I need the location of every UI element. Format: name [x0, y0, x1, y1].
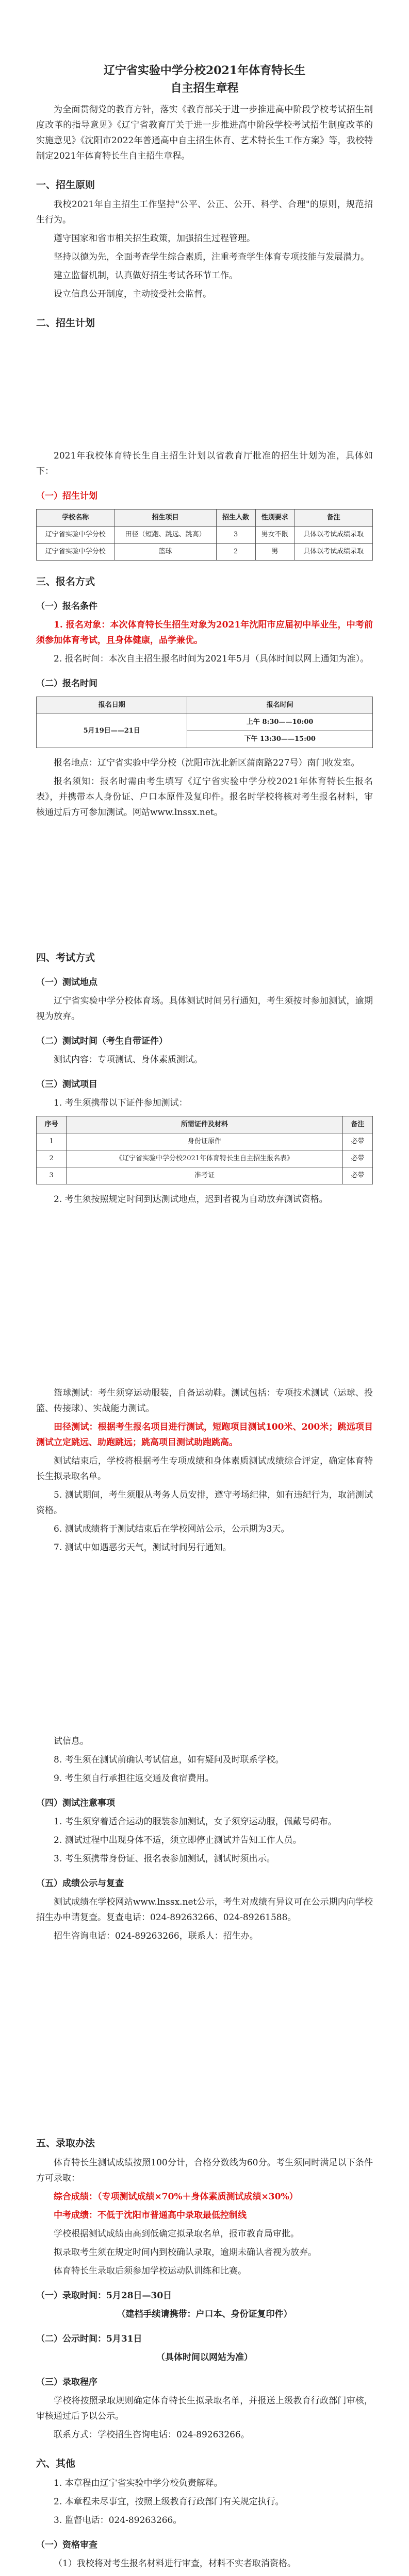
- admission-para: 体育特长生测试成绩按照100分计，合格分数线为60分。考生须同时满足以下条件方可录取：: [36, 2158, 373, 2183]
- notice-para: 报名须知：报名时需由考生填写《辽宁省实验中学分校2021年体育特长生报名表》，并携带本人身份证、户口本原件及复印件。报名时学校将核对考生报名材料，审核通过后方可参加测试。网站www.lnssx.net。: [36, 776, 373, 818]
- notes-para: 试信息。: [54, 1736, 89, 1747]
- condition-para: 1. 报名对象：本次体育特长生招生对象为2021年沈阳市应届初中毕业生，中考前须参加体育考试，且身体健康，品学兼优。: [36, 620, 373, 646]
- notes-para: 招生咨询电话：024-89263266，联系人：招生办。: [54, 1931, 258, 1941]
- admission-rule: 综合成绩：（专项测试成绩×70%＋身体素质测试成绩×30%）: [54, 2192, 298, 2202]
- test-para: 1. 考生须携带以下证件参加测试：: [54, 1098, 188, 1108]
- subsection-heading: （二）测试时间（考生自带证件）: [36, 1036, 168, 1046]
- section-heading: 三、报名方式: [36, 576, 95, 587]
- note-line: （建档手续请携带：户口本、身份证复印件）: [117, 2309, 292, 2319]
- subsection-heading: （三）测试项目: [36, 1079, 97, 1090]
- spacer: [36, 823, 373, 937]
- table-row: 5月19日——21日 上午 8:30——10:00: [37, 714, 373, 731]
- spacer: [36, 1558, 373, 1734]
- subsection-heading: （一）招生计划: [36, 491, 97, 501]
- subsection-heading: （一）录取时间：5月28日—30日: [36, 2291, 172, 2301]
- test-para: 测试内容：专项测试、身体素质测试。: [54, 1055, 203, 1065]
- other-para: 2. 本章程未尽事宜，按照上级教育行政部门有关规定执行。: [54, 2497, 284, 2507]
- subsection-heading: （一）资格审查: [36, 2540, 97, 2550]
- section-heading: 一、招生原则: [36, 179, 95, 191]
- table-header: 报名日期: [37, 697, 187, 714]
- section-heading: 六、其他: [36, 2458, 76, 2469]
- principle-para: 遵守国家和省市相关招生政策，加强招生过程管理。: [54, 233, 255, 244]
- table-row: 3 准考证 必带: [37, 1167, 373, 1184]
- test-detail-para: 6. 测试成绩将于测试结束后在学校网站公示，公示期为3天。: [54, 1524, 290, 1534]
- table-header: 序号: [37, 1116, 67, 1133]
- plan-table: [36, 509, 373, 561]
- doc-title: 辽宁省实验中学分校2021年体育特长生 自主招生章程: [103, 64, 306, 95]
- table-header: 招生人数: [216, 510, 255, 527]
- admission-para: 体育特长生录取后须参加学校运动队训练和比赛。: [54, 2266, 247, 2276]
- table-header: 学校名称: [37, 510, 115, 527]
- plan-para: 2021年我校体育特长生自主招生计划以省教育厅批准的招生计划为准，具体如下：: [36, 451, 373, 477]
- principle-para: 我校2021年自主招生工作坚持"公平、公正、公开、科学、合理"的原则，规范招生行为。: [36, 199, 373, 225]
- table-header: 备注: [295, 510, 373, 527]
- test-detail-para: 7. 测试中如遇恶劣天气，测试时间另行通知。: [54, 1543, 232, 1553]
- admission-para: 学校将按照录取规则确定体育特长生拟录取名单，并报送上级教育行政部门审核，审核通过后予以公示。: [36, 2396, 373, 2421]
- note-line: （具体时间以网站为准）: [156, 2352, 253, 2363]
- table-row: 辽宁省实验中学分校 篮球 2 男 具体以考试成绩录取: [37, 544, 373, 561]
- section-heading: 五、录取办法: [36, 2138, 95, 2149]
- notes-para: 2. 测试过程中出现身体不适，须立即停止测试并告知工作人员。: [54, 1835, 302, 1845]
- schedule-table: [36, 697, 373, 748]
- subsection-heading: （二）公示时间：5月31日: [36, 2334, 142, 2344]
- other-para: 1. 本章程由辽宁省实验中学分校负责解释。: [54, 2478, 223, 2488]
- table-header: 所需证件及材料: [67, 1116, 342, 1133]
- intro-para: 为全面贯彻党的教育方针，落实《教育部关于进一步推进高中阶段学校考试招生制度改革的指导意见》《辽宁省教育厅关于进一步推进高中阶段学校考试招生制度改革的实施意见》《沈阳市2022年普通高中自主招生体育、艺术特长生工作方案》等，我校特制定2021年体育特长生自主招生章程。: [36, 105, 373, 161]
- table-header: 备注: [342, 1116, 372, 1133]
- notes-para: 测试成绩在学校网站www.lnssx.net公示，考生对成绩有异议可在公示期内向学校招生办申请复查。复查电话：024-89263266、024-89261588。: [36, 1897, 373, 1923]
- notes-para: 9. 考生须自行承担往返交通及食宿费用。: [54, 1773, 214, 1784]
- subsection-heading: （四）测试注意事项: [36, 1798, 115, 1808]
- subsection-heading: （一）测试地点: [36, 977, 97, 988]
- table-header: 报名时间: [187, 697, 373, 714]
- spacer: [36, 335, 373, 448]
- subsection-heading: （二）报名时间: [36, 679, 97, 689]
- subsection-heading: （五）成绩公示与复查: [36, 1878, 124, 1889]
- spacer: [36, 1947, 373, 2122]
- admission-para: 联系方式：学校招生咨询电话：024-89263266。: [54, 2430, 250, 2440]
- notes-para: 1. 考生须穿着适合运动的服装参加测试，女子须穿运动服，佩戴号码布。: [54, 1817, 337, 1827]
- test-para: 2. 考生须按照规定时间到达测试地点，迟到者视为自动放弃测试资格。: [54, 1194, 328, 1205]
- admission-para: 拟录取考生须在规定时间内到校确认录取，逾期未确认者视为放弃。: [54, 2247, 317, 2258]
- test-detail-para: 测试结束后，学校将根据考生专项成绩和身体素质测试成绩综合评定，确定体育特长生拟录取名单。: [36, 1456, 373, 1482]
- subsection-heading: （一）报名条件: [36, 601, 97, 612]
- document-body: [36, 62, 373, 2576]
- admission-para: 学校根据测试成绩由高到低确定拟录取名单，报市教育局审批。: [54, 2229, 299, 2239]
- table-header: 招生项目: [114, 510, 216, 527]
- spacer: [36, 1210, 373, 1385]
- section-heading: 二、招生计划: [36, 317, 95, 329]
- principle-para: 设立信息公开制度，主动接受社会监督。: [54, 289, 211, 299]
- location-para: 报名地点：辽宁省实验中学分校（沈阳市沈北新区蒲南路227号）南门收发室。: [54, 758, 360, 768]
- admission-rule: 中考成绩：不低于沈阳市普通高中录取最低控制线: [54, 2210, 247, 2221]
- principle-para: 坚持以德为先，全面考查学生综合素质，注重考查学生体育专项技能与发展潜力。: [54, 252, 369, 262]
- test-detail-para: 田径测试：根据考生报名项目进行测试，短跑项目测试100米、200米；跳远项目测试立定跳远、助跑跳远；跳高项目测试助跑跳高。: [36, 1422, 373, 1448]
- notes-para: 8. 考生须在测试前确认考试信息，如有疑问及时联系学校。: [54, 1755, 284, 1765]
- notes-para: 3. 考生须携带身份证、报名表参加测试，测试时须出示。: [54, 1854, 275, 1864]
- table-row: 1 身份证原件 必带: [37, 1133, 373, 1150]
- test-para: 辽宁省实验中学分校体育场。具体测试时间另行通知，考生须按时参加测试，逾期视为放弃。: [36, 996, 373, 1022]
- table-row: 下午 13:30——15:00: [37, 731, 373, 748]
- section-heading: 四、考试方式: [36, 952, 95, 963]
- principle-para: 建立监督机制，认真做好招生考试各环节工作。: [54, 270, 238, 281]
- condition-para: 2. 报名时间：本次自主招生报名时间为2021年5月（具体时间以网上通知为准）。: [54, 654, 369, 664]
- table-header: 性别要求: [255, 510, 295, 527]
- test-detail-para: 5. 测试期间，考生须服从考务人员安排，遵守考场纪律，如有违纪行为，取消测试资格。: [36, 1490, 373, 1516]
- table-row: 辽宁省实验中学分校 田径（短跑、跳远、跳高） 3 男女不限 具体以考试成绩录取: [37, 527, 373, 544]
- documents-table: [36, 1116, 373, 1184]
- other-para: （1）我校将对考生报名材料进行审查，材料不实者取消资格。: [54, 2558, 296, 2569]
- subsection-heading: （三）录取程序: [36, 2377, 97, 2387]
- other-para: 3. 监督电话：024-89263266。: [54, 2515, 182, 2526]
- table-row: 2 《辽宁省实验中学分校2021年体育特长生自主招生报名表》 必带: [37, 1150, 373, 1167]
- test-detail-para: 篮球测试：考生须穿运动服装，自备运动鞋。测试包括：专项技术测试（运球、投篮、传接球）、实战能力测试。: [36, 1388, 373, 1414]
